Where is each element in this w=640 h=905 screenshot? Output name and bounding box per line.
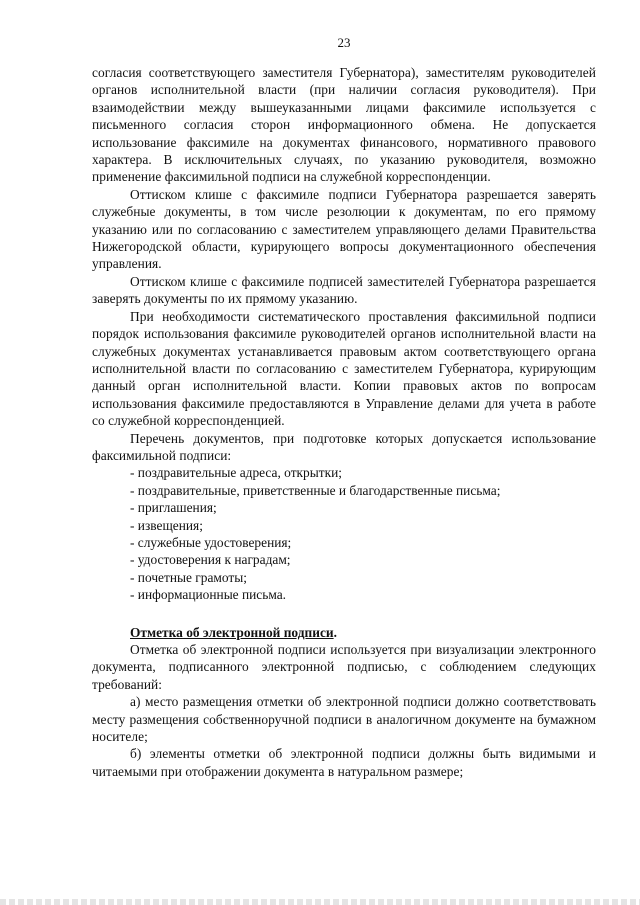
- section-heading-dot: .: [333, 624, 337, 640]
- paragraph-esign-placement: а) место размещения отметки об электронной подписи должно соответствовать месту размещения собственноручной подписи в аналогичном документе на бумажном носителе;: [92, 694, 596, 745]
- list-item: - извещения;: [130, 517, 203, 533]
- list-item: - информационные письма.: [130, 587, 287, 603]
- list-item: - приглашения;: [130, 500, 217, 516]
- paragraph-esign-intro: Отметка об электронной подписи используется при визуализации электронного документа, подписанного электронной подписью, с соблюдением следующих требований:: [92, 642, 596, 692]
- document-types-list: [92, 464, 596, 603]
- list-item: - служебные удостоверения;: [130, 534, 292, 550]
- section-heading: [92, 624, 596, 641]
- list-item: - удостоверения к наградам;: [130, 552, 291, 568]
- document-page: [92, 34, 596, 780]
- list-item: - поздравительные, приветственные и благодарственные письма;: [130, 482, 501, 498]
- list-item: - почетные грамоты;: [130, 569, 247, 585]
- paragraph-systematic-use: При необходимости систематического проставления факсимильной подписи порядок использования факсимиле руководителей органов исполнительной власти на служебных документах устанавливается правовым актом соответствующего органа исполнительной власти по согласованию с заместителем Губернатора, курирующим данный орган исполнительной власти. Копии правовых актов по вопросам использования факсимиле предоставляются в Управление делами для учета в работе со служебной корреспонденцией.: [92, 308, 596, 429]
- list-item: - поздравительные адреса, открытки;: [130, 465, 342, 481]
- page-number: 23: [337, 35, 351, 50]
- paragraph-continuation: согласия соответствующего заместителя Губернатора), заместителям руководителей органов исполнительной власти (при наличии согласия руководителя). При взаимодействии между вышеуказанными лицами факсимиле используется с письменного согласия сторон информационного обмена. Не допускается использование факсимиле на документах финансового, нормативного правового характера. В исключительных случаях, по указанию руководителя, возможно применение факсимильной подписи на служебной корреспонденции.: [92, 65, 596, 185]
- paragraph-list-intro: Перечень документов, при подготовке которых допускается использование факсимильной подписи:: [92, 430, 596, 463]
- paragraph-deputies-stamp: Оттиском клише с факсимиле подписей заместителей Губернатора разрешается заверять документы по их прямому указанию.: [92, 273, 596, 307]
- paragraph-esign-visibility: б) элементы отметки об электронной подписи должны быть видимыми и читаемыми при отображении документа в натуральном размере;: [92, 746, 596, 779]
- scan-edge-artifact: [0, 899, 640, 905]
- paragraph-governor-stamp: Оттиском клише с факсимиле подписи Губернатора разрешается заверять служебные документы, в том числе резолюции к документам, по его прямому указанию или по согласованию с заместителем управляющего делами Правительства Нижегородской области, курирующего вопросы документационного обеспечения управления.: [92, 186, 596, 272]
- section-heading-text: Отметка об электронной подписи: [130, 624, 334, 640]
